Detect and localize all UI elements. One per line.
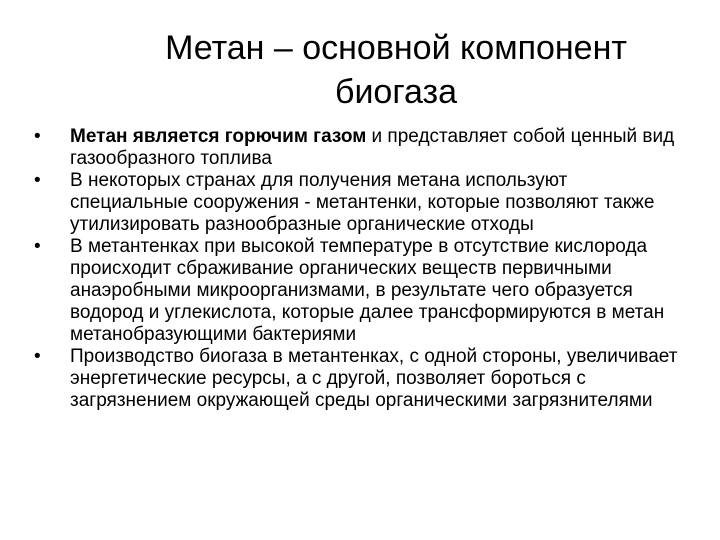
slide-title-line-2: биогаза: [334, 73, 458, 111]
bullet-text: В метантенках при высокой температуре в отсутствие кислорода происходит сбраживание органических веществ первичными анаэробными микроорганизмами, в результате чего образуется водород и углекислота, которые далее трансформируются в метан метанобразующими бактериями: [70, 236, 665, 345]
bullet-item: [24, 170, 684, 236]
bullet-dot-icon: •: [34, 236, 41, 257]
bullet-text: Производство биогаза в метантенках, с одной стороны, увеличивает энергетические ресурсы, а с другой, позволяет бороться с загрязнением окружающей среды органическими загрязнителями: [70, 346, 678, 411]
slide-title-line-1: Метан – основной компонент: [165, 29, 627, 67]
bullet-item: [24, 236, 684, 346]
bullet-dot-icon: •: [34, 346, 41, 367]
slide-title: [36, 26, 720, 114]
bullet-item: [24, 346, 684, 412]
bullet-text: и представляет собой ценный вид газообразного топлива: [70, 126, 675, 169]
bullet-dot-icon: •: [34, 126, 41, 147]
bullet-list: [24, 126, 684, 412]
bullet-item: [24, 126, 684, 170]
bullet-dot-icon: •: [34, 170, 41, 191]
bullet-text: В некоторых странах для получения метана используют специальные сооружения - метантенки, которые позволяют также утилизировать разнообразные органические отходы: [70, 170, 655, 235]
bullet-bold-text: Метан является горючим газом: [70, 126, 367, 147]
